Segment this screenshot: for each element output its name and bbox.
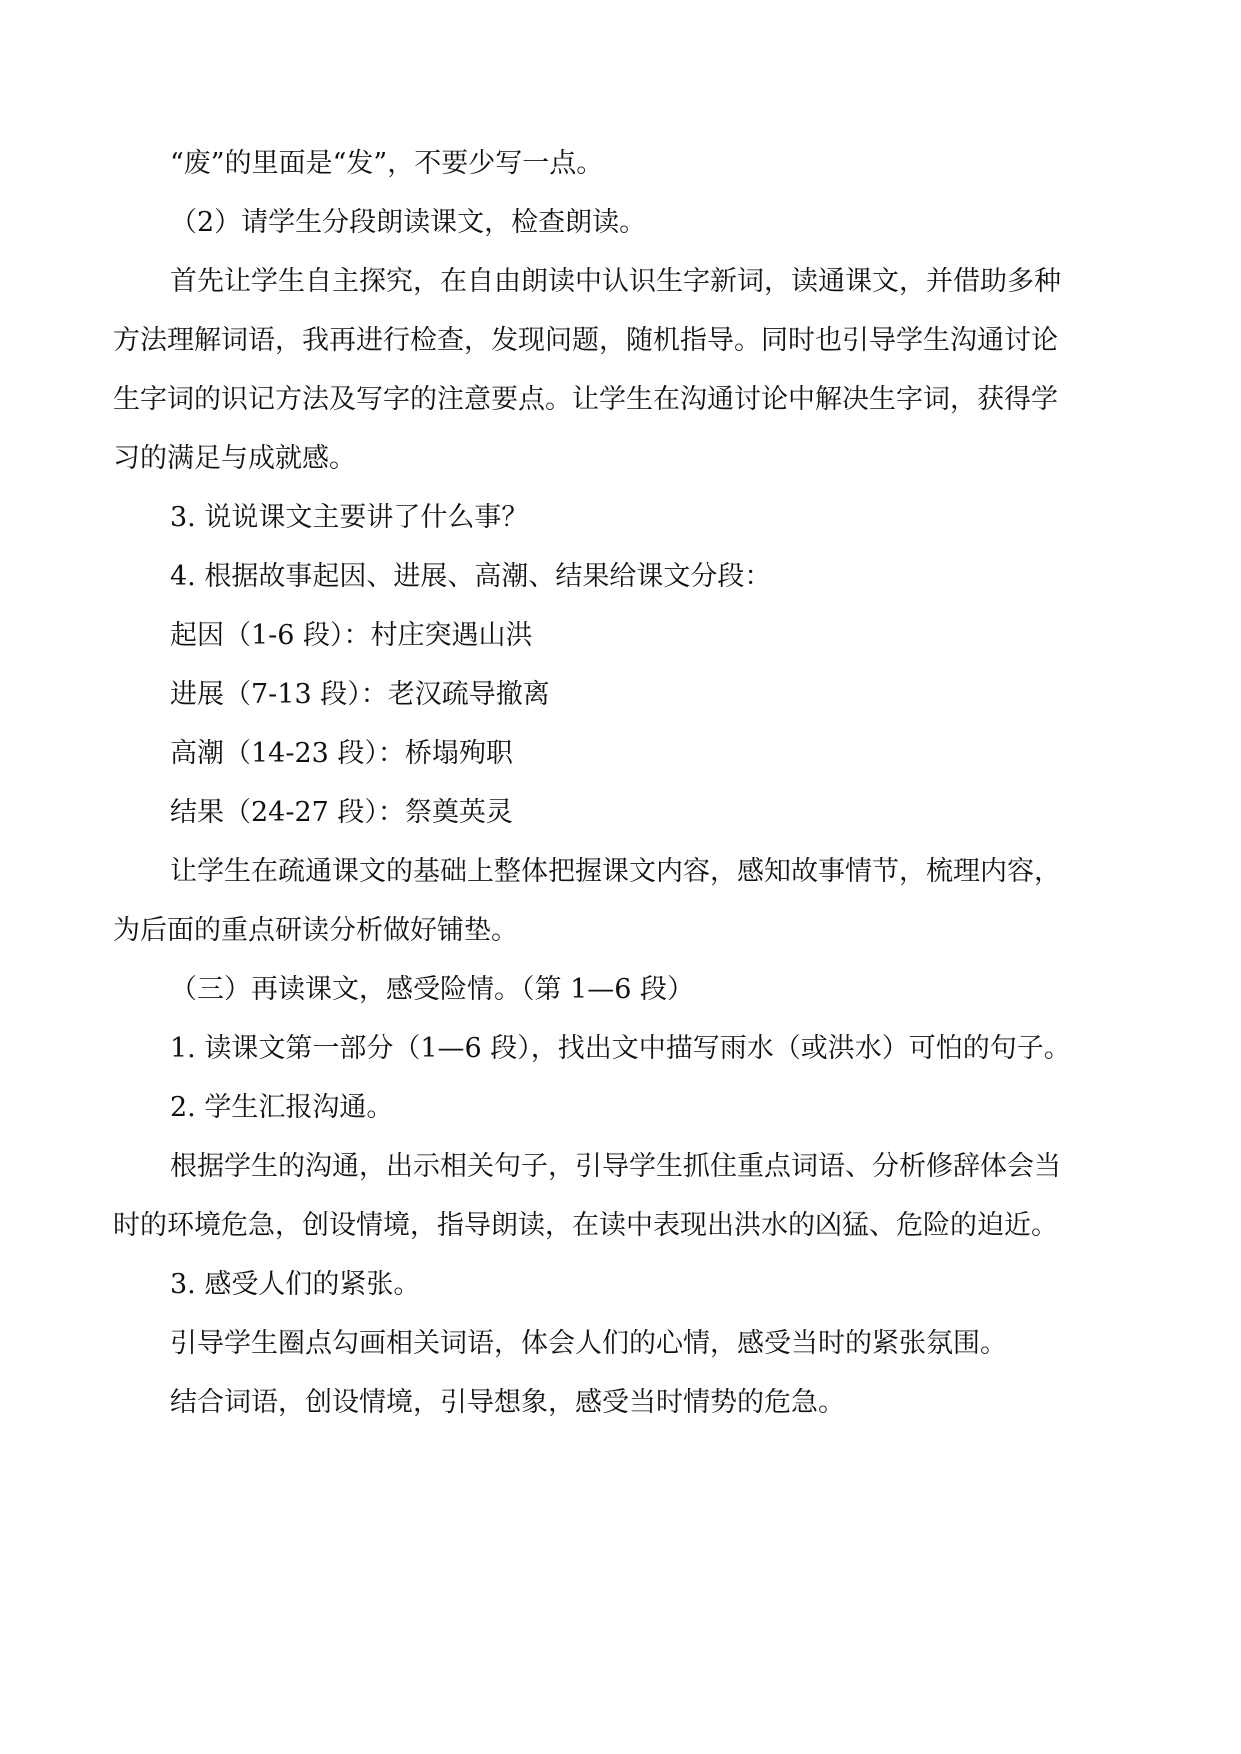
text-line: 首先让学生自主探究，在自由朗读中认识生字新词，读通课文，并借助多种 <box>170 266 1061 297</box>
text-line: 引导学生圈点勾画相关词语，体会人们的心情，感受当时的紧张氛围。 <box>170 1328 1007 1359</box>
text-line: 1. 读课文第一部分（1—6 段），找出文中描写雨水（或洪水）可怕的句子。 <box>170 1033 1071 1064</box>
text-line: 根据学生的沟通，出示相关句子，引导学生抓住重点词语、分析修辞体会当 <box>170 1151 1061 1182</box>
text-line: 为后面的重点研读分析做好铺垫。 <box>113 915 518 946</box>
text-line: 结合词语，创设情境，引导想象，感受当时情势的危急。 <box>170 1387 845 1418</box>
text-line: 方法理解词语，我再进行检查，发现问题，随机指导。同时也引导学生沟通讨论 <box>113 325 1058 356</box>
text-line: 进展（7-13 段）：老汉疏导撤离 <box>170 679 550 710</box>
text-line: （2）请学生分段朗读课文，检查朗读。 <box>170 207 647 238</box>
text-line: 起因（1-6 段）：村庄突遇山洪 <box>170 620 533 651</box>
text-line: 习的满足与成就感。 <box>113 443 356 474</box>
text-line: 高潮（14-23 段）：桥塌殉职 <box>170 738 513 769</box>
text-line: 3. 说说课文主要讲了什么事？ <box>170 502 529 533</box>
text-line: “废”的里面是“发”，不要少写一点。 <box>170 148 604 179</box>
text-line: 2. 学生汇报沟通。 <box>170 1092 394 1123</box>
text-line: 结果（24-27 段）：祭奠英灵 <box>170 797 513 828</box>
text-line: 3. 感受人们的紧张。 <box>170 1269 421 1300</box>
text-line: 生字词的识记方法及写字的注意要点。让学生在沟通讨论中解决生字词，获得学 <box>113 384 1058 415</box>
text-line: 4. 根据故事起因、进展、高潮、结果给课文分段： <box>170 561 772 592</box>
text-line: 时的环境危急，创设情境，指导朗读，在读中表现出洪水的凶猛、危险的迫近。 <box>113 1210 1058 1241</box>
text-line: 让学生在疏通课文的基础上整体把握课文内容，感知故事情节，梳理内容， <box>170 856 1061 887</box>
text-line: （三）再读课文，感受险情。（第 1—6 段） <box>170 974 695 1005</box>
